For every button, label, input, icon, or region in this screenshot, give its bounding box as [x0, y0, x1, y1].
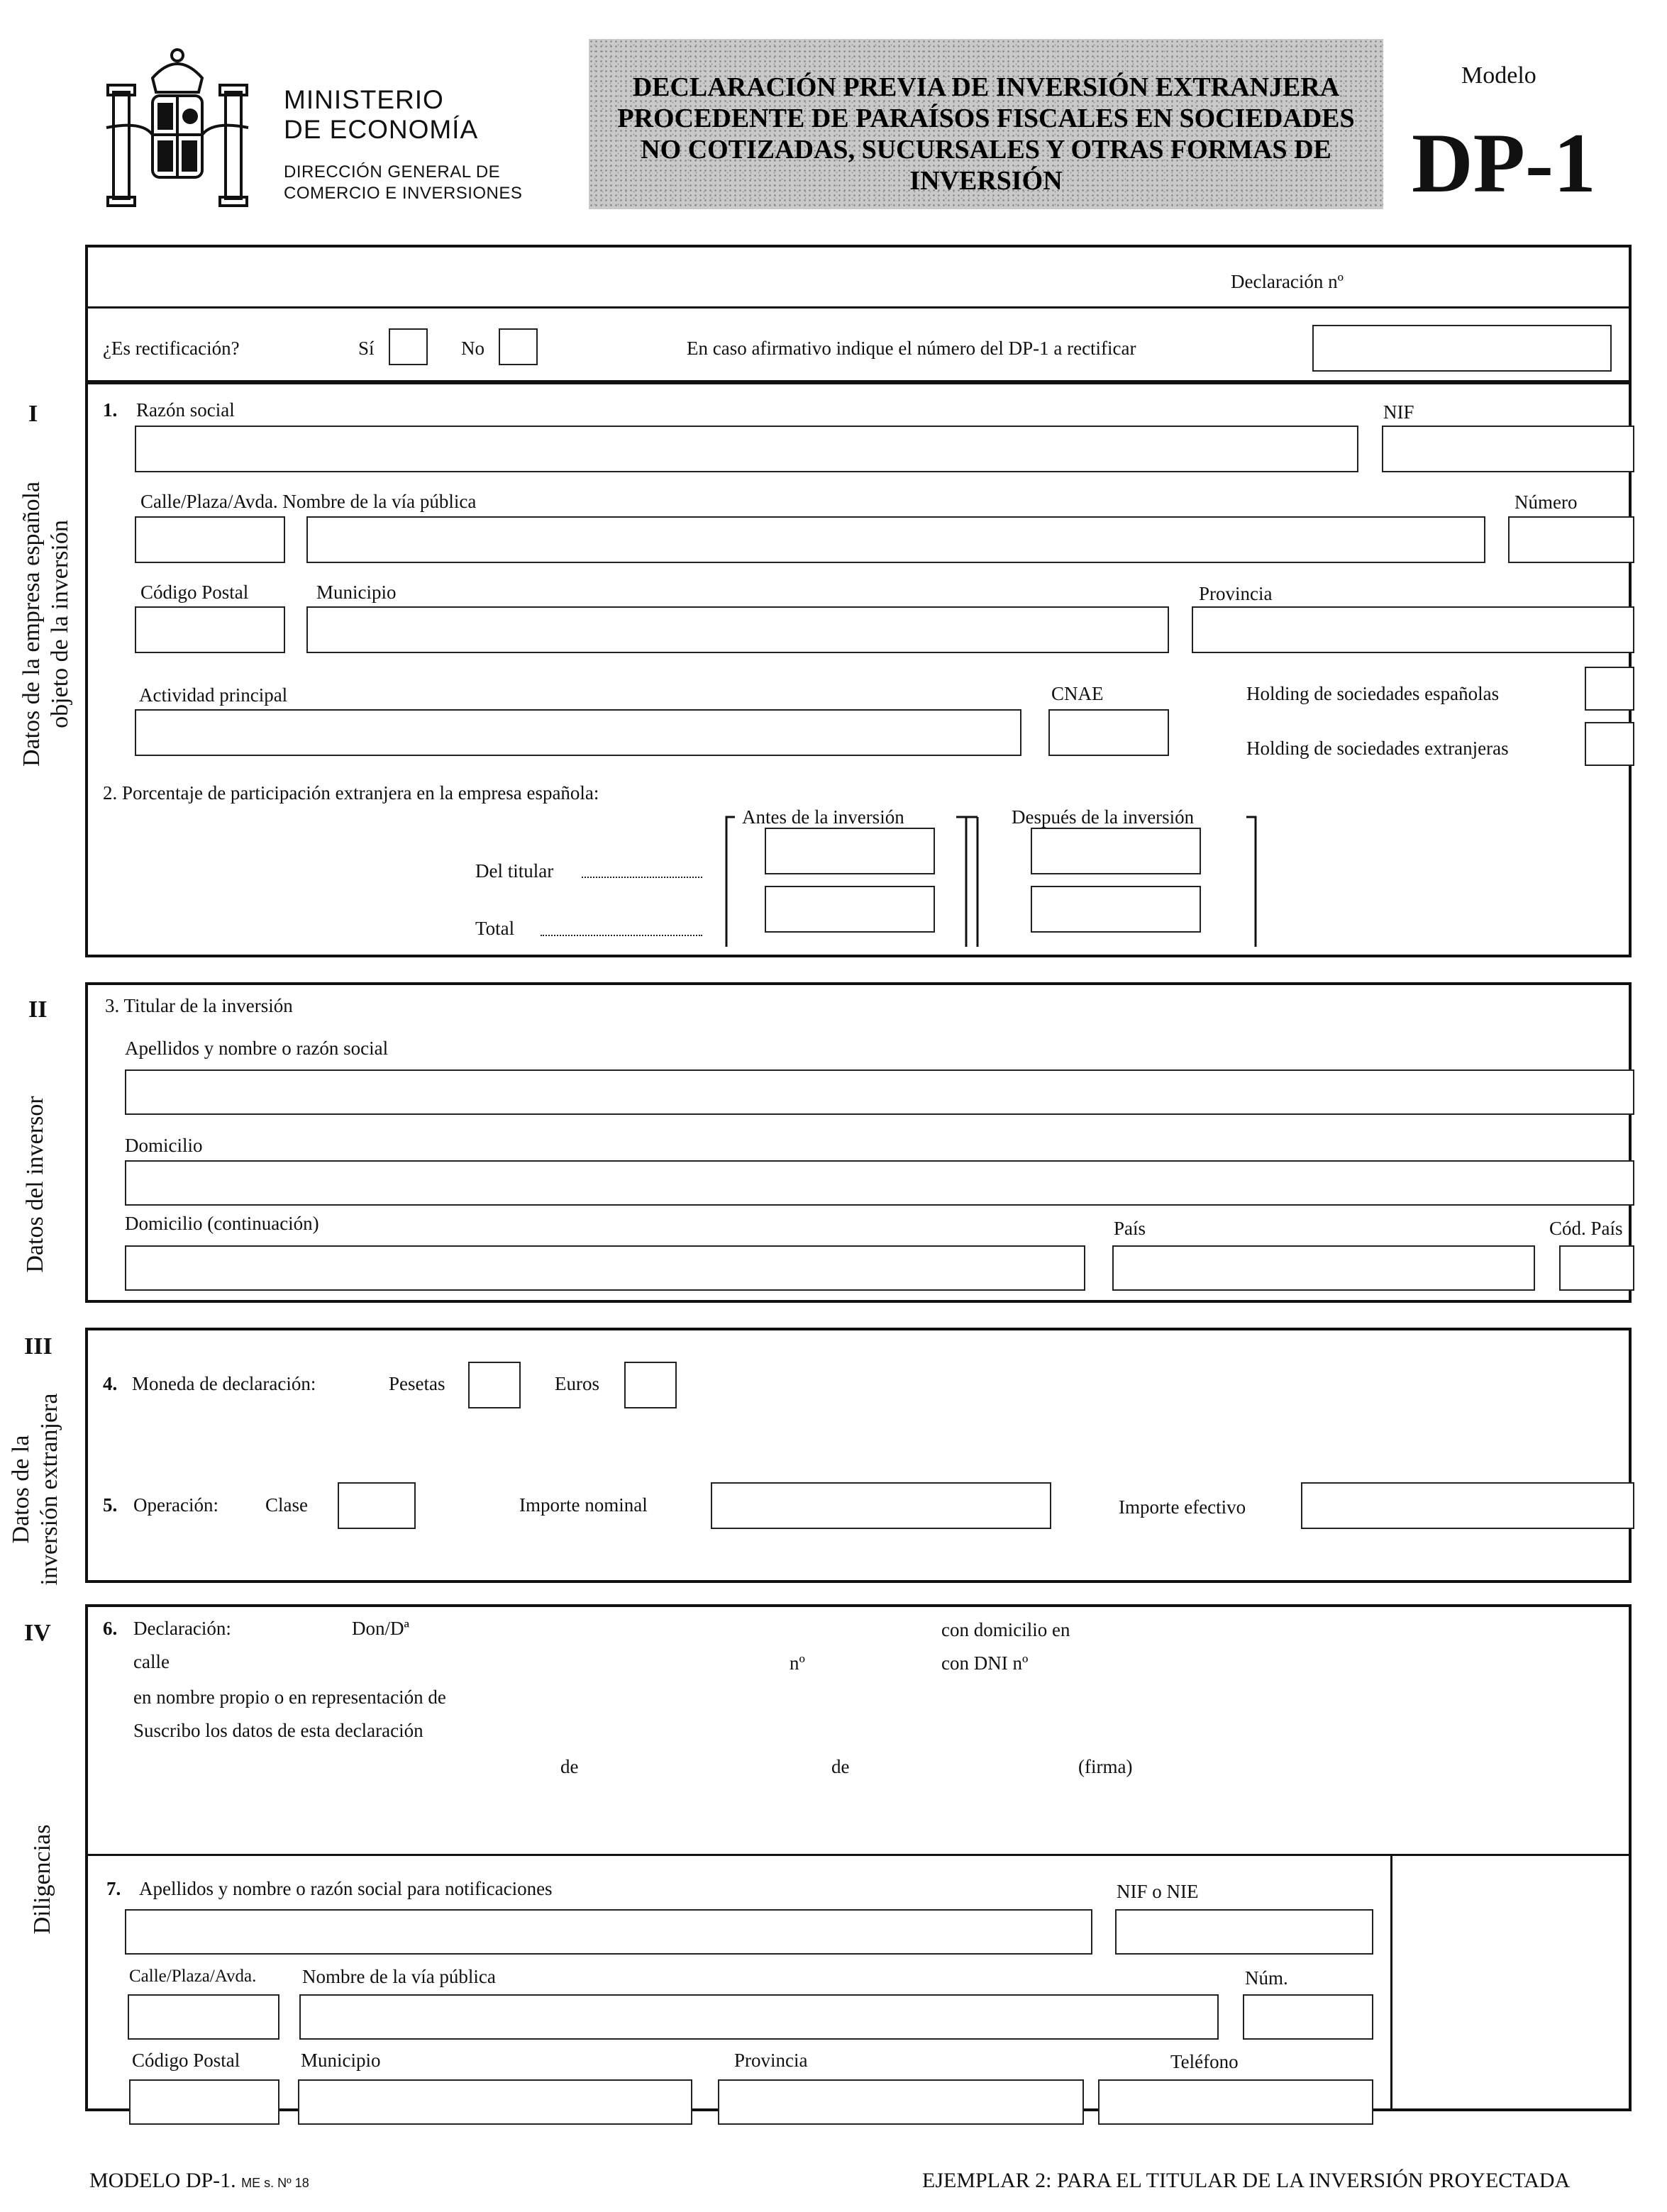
- si-label: Sí: [358, 338, 375, 359]
- side-line: objeto de la inversión: [47, 520, 73, 728]
- rectificar-label: En caso afirmativo indique el número del DP-1 a rectificar: [687, 338, 1136, 359]
- directorate-line1: DIRECCIÓN GENERAL DE: [284, 162, 501, 182]
- municipio-notif-field[interactable]: [298, 2079, 692, 2125]
- apellidos-notif-field[interactable]: [125, 1909, 1092, 1955]
- via-publica-field[interactable]: [306, 516, 1485, 563]
- title-line: INVERSIÓN: [909, 166, 1063, 196]
- numero-field[interactable]: [1508, 516, 1634, 563]
- title-line: NO COTIZADAS, SUCURSALES Y OTRAS FORMAS DE: [641, 135, 1331, 165]
- item-5-number: 5.: [103, 1494, 118, 1516]
- calle-tipo-notif-field[interactable]: [128, 1994, 279, 2040]
- section-4-side-label: Diligencias: [29, 1824, 55, 1935]
- section-3-numeral: III: [24, 1333, 52, 1360]
- num-label: Núm.: [1245, 1967, 1288, 1989]
- domicilio-cont-field[interactable]: [125, 1245, 1085, 1291]
- euros-checkbox[interactable]: [624, 1362, 677, 1408]
- pais-field[interactable]: [1112, 1245, 1535, 1291]
- coat-of-arms-icon: [85, 35, 270, 220]
- pesetas-label: Pesetas: [389, 1373, 445, 1394]
- municipio-label: Municipio: [316, 582, 397, 603]
- holding-es-label: Holding de sociedades españolas: [1246, 683, 1500, 704]
- telefono-label: Teléfono: [1170, 2051, 1239, 2072]
- operacion-label: Operación:: [133, 1494, 218, 1516]
- directorate-name: [284, 162, 522, 204]
- nif-nie-label: NIF o NIE: [1117, 1881, 1199, 1902]
- domicilio-cont-label: Domicilio (continuación): [125, 1213, 319, 1234]
- ministry-name: [284, 85, 478, 145]
- section-3-side-label: [7, 1372, 64, 1606]
- antes-label: Antes de la inversión: [739, 806, 907, 828]
- footer-model: MODELO DP-1.: [89, 2169, 236, 2192]
- via-notif-field[interactable]: [299, 1994, 1219, 2040]
- despues-total-field[interactable]: [1031, 886, 1201, 933]
- representacion-label: en nombre propio o en representación de: [133, 1686, 446, 1708]
- numero-label: Número: [1514, 491, 1578, 513]
- moneda-label: Moneda de declaración:: [132, 1373, 316, 1394]
- divider: [85, 306, 1632, 309]
- actividad-field[interactable]: [135, 709, 1021, 756]
- calle-label-6: calle: [133, 1651, 170, 1672]
- importe-nominal-label: Importe nominal: [519, 1494, 648, 1516]
- pesetas-checkbox[interactable]: [468, 1362, 521, 1408]
- codigo-postal-label: Código Postal: [140, 582, 249, 603]
- calle-label: Calle/Plaza/Avda. Nombre de la vía pública: [140, 491, 477, 512]
- provincia-notif-field[interactable]: [718, 2079, 1084, 2125]
- apellidos-field[interactable]: [125, 1069, 1634, 1115]
- directorate-line2: COMERCIO E INVERSIONES: [284, 184, 523, 203]
- del-titular-dots: [582, 877, 702, 878]
- importe-efectivo-label: Importe efectivo: [1119, 1496, 1246, 1518]
- domicilio-field[interactable]: [125, 1160, 1634, 1206]
- clase-field[interactable]: [338, 1482, 416, 1529]
- title-line: DECLARACIÓN PREVIA DE INVERSIÓN EXTRANJERA: [632, 72, 1340, 102]
- provincia-label: Provincia: [1199, 583, 1273, 604]
- stamp-area-divider: [1390, 1854, 1392, 2111]
- no-checkbox[interactable]: [499, 328, 538, 365]
- razon-social-label: Razón social: [136, 399, 235, 421]
- calle-tipo-field[interactable]: [135, 516, 285, 563]
- si-checkbox[interactable]: [389, 328, 428, 365]
- nombre-via-label: Nombre de la vía pública: [302, 1966, 496, 1987]
- despues-titular-field[interactable]: [1031, 828, 1201, 874]
- form-title: [589, 72, 1383, 196]
- num-notif-field[interactable]: [1243, 1994, 1373, 2040]
- footer-left: [89, 2169, 309, 2193]
- item-4-number: 4.: [103, 1373, 118, 1394]
- don-label: Don/Dª: [352, 1618, 409, 1639]
- con-dni-label: con DNI nº: [941, 1652, 1029, 1674]
- nif-label: NIF: [1383, 401, 1414, 423]
- section-1-side-label: [18, 454, 74, 794]
- euros-label: Euros: [555, 1373, 599, 1394]
- item-1-number: 1.: [103, 399, 118, 421]
- ministry-line2: DE ECONOMÍA: [284, 115, 479, 144]
- footer-right: EJEMPLAR 2: PARA EL TITULAR DE LA INVERSIÓN PROYECTADA: [922, 2169, 1571, 2192]
- despues-label: Después de la inversión: [1009, 806, 1197, 828]
- declaracion-label-6: Declaración:: [133, 1618, 231, 1639]
- section-3-frame: [85, 1328, 1632, 1583]
- nif-field[interactable]: [1382, 426, 1634, 472]
- razon-social-field[interactable]: [135, 426, 1358, 472]
- provincia-notif-label: Provincia: [734, 2050, 808, 2071]
- apellidos-label: Apellidos y nombre o razón social: [125, 1038, 389, 1059]
- declaracion-label: Declaración nº: [1231, 271, 1344, 292]
- date-de-2: de: [831, 1756, 850, 1777]
- section-1-numeral: I: [28, 401, 38, 427]
- modelo-label: Modelo: [1461, 62, 1536, 89]
- ministry-line1: MINISTERIO: [284, 85, 444, 114]
- title-line: PROCEDENTE DE PARAÍSOS FISCALES EN SOCIEDADES: [617, 104, 1355, 133]
- del-titular-label: Del titular: [475, 860, 554, 882]
- codigo-postal-notif-label: Código Postal: [132, 2050, 240, 2071]
- domicilio-label: Domicilio: [125, 1135, 203, 1156]
- item-7-number: 7.: [106, 1878, 121, 1899]
- suscribo-label: Suscribo los datos de esta declaración: [133, 1720, 423, 1741]
- rectificacion-label: ¿Es rectificación?: [103, 338, 240, 359]
- pais-label: País: [1114, 1218, 1146, 1239]
- item-2-label: 2. Porcentaje de participación extranjera en la empresa española:: [103, 782, 599, 804]
- item-3-label: 3. Titular de la inversión: [105, 995, 293, 1016]
- item-6-number: 6.: [103, 1618, 118, 1639]
- actividad-label: Actividad principal: [139, 684, 288, 706]
- provincia-field[interactable]: [1192, 606, 1634, 653]
- importe-efectivo-field[interactable]: [1301, 1482, 1634, 1529]
- cnae-label: CNAE: [1051, 683, 1104, 704]
- rectificar-number-field[interactable]: [1312, 325, 1612, 372]
- numero-label-6: nº: [790, 1652, 805, 1674]
- cod-pais-label: Cód. País: [1549, 1218, 1623, 1239]
- apellidos-notif-label: Apellidos y nombre o razón social para notificaciones: [139, 1878, 553, 1899]
- importe-nominal-field[interactable]: [711, 1482, 1051, 1529]
- side-line: Datos de la empresa española: [18, 481, 45, 767]
- antes-titular-field[interactable]: [765, 828, 935, 874]
- municipio-notif-label: Municipio: [301, 2050, 381, 2071]
- clase-label: Clase: [265, 1494, 308, 1516]
- telefono-field[interactable]: [1098, 2079, 1373, 2125]
- calle-short-label: Calle/Plaza/Avda.: [129, 1967, 257, 1986]
- holding-ext-checkbox[interactable]: [1585, 722, 1634, 766]
- holding-ext-label: Holding de sociedades extranjeras: [1246, 738, 1509, 759]
- side-line: Datos de la: [8, 1435, 34, 1544]
- codigo-postal-field[interactable]: [135, 606, 285, 653]
- antes-total-field[interactable]: [765, 886, 935, 933]
- nif-nie-field[interactable]: [1115, 1909, 1373, 1955]
- form-title-block: [589, 39, 1383, 209]
- declaration-divider: [85, 1854, 1632, 1856]
- footer-model-small: ME s. Nº 18: [241, 2176, 309, 2190]
- firma-label: (firma): [1078, 1756, 1133, 1777]
- total-label: Total: [475, 918, 515, 939]
- date-de-1: de: [560, 1756, 579, 1777]
- cod-pais-field[interactable]: [1559, 1245, 1634, 1291]
- cnae-field[interactable]: [1048, 709, 1169, 756]
- con-domicilio-label: con domicilio en: [941, 1619, 1070, 1640]
- municipio-field[interactable]: [306, 606, 1169, 653]
- no-label: No: [461, 338, 484, 359]
- modelo-code: DP-1: [1412, 116, 1596, 210]
- holding-es-checkbox[interactable]: [1585, 667, 1634, 711]
- section-2-side-label: Datos del inversor: [22, 1096, 48, 1273]
- section-4-numeral: IV: [24, 1620, 51, 1646]
- total-dots: [541, 935, 702, 936]
- side-line: inversión extranjera: [36, 1393, 62, 1586]
- codigo-postal-notif-field[interactable]: [129, 2079, 279, 2125]
- section-2-numeral: II: [28, 996, 48, 1023]
